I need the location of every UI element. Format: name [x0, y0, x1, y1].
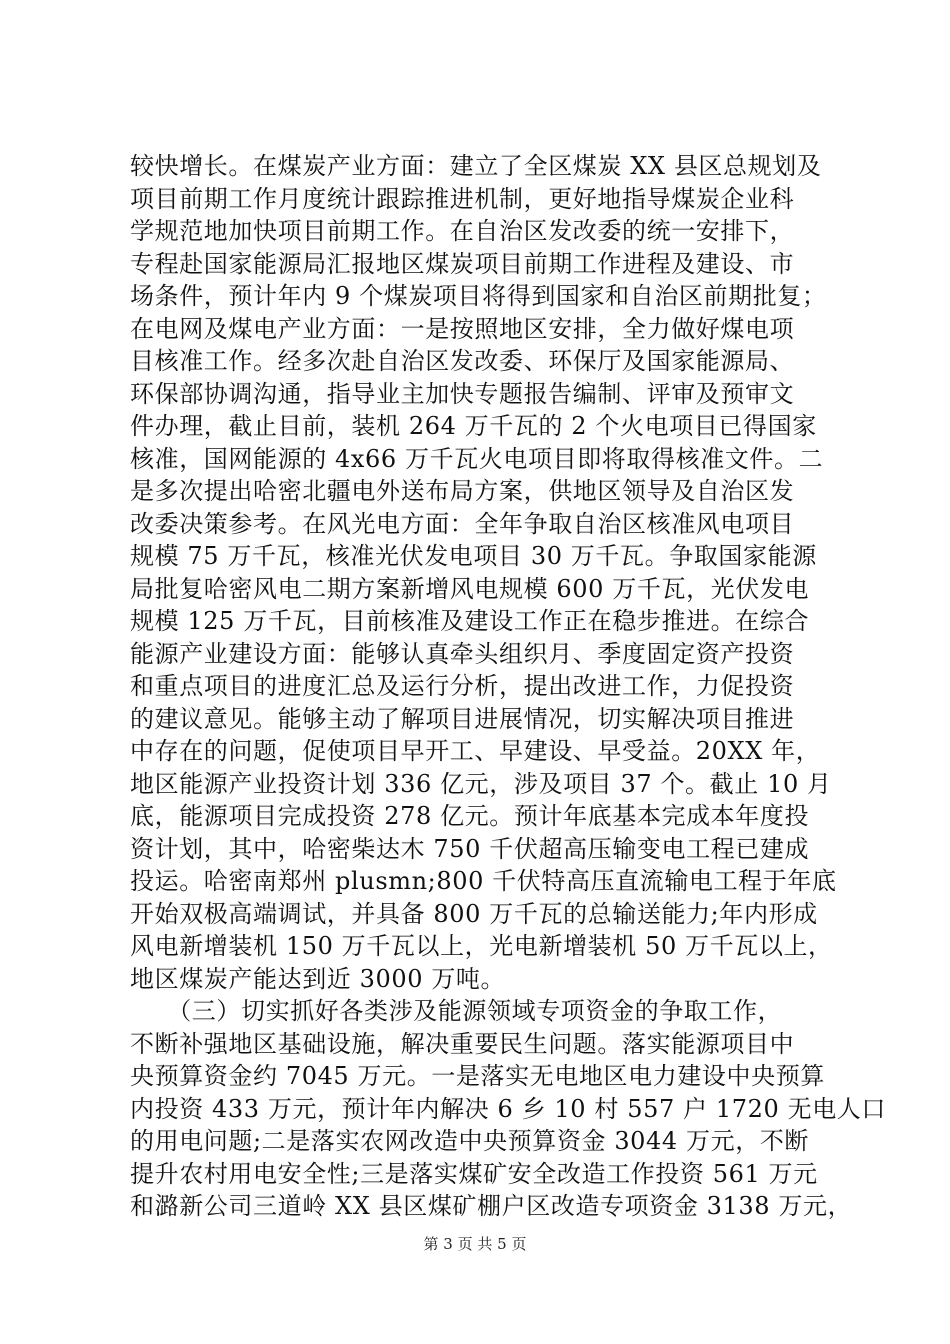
text-line: 学规范地加快项目前期工作。在自治区发改委的统一安排下， [130, 217, 795, 245]
text-line: 和潞新公司三道岭 XX 县区煤矿棚户区改造专项资金 3138 万元， [130, 1192, 853, 1220]
text-line: 项目前期工作月度统计跟踪推进机制，更好地指导煤炭企业科 [130, 184, 795, 213]
text-line: 资计划，其中，哈密柴达木 750 千伏超高压输变电工程已建成 [130, 834, 810, 863]
text-line: 目核准工作。经多次赴自治区发改委、环保厅及国家能源局、 [130, 347, 795, 375]
text-line: 风电新增装机 150 万千瓦以上，光电新增装机 50 万千瓦以上， [130, 932, 833, 960]
text-line: 核准，国网能源的 4x66 万千瓦火电项目即将取得核准文件。二 [130, 444, 824, 473]
text-line: 规模 125 万千瓦，目前核准及建设工作正在稳步推进。在综合 [130, 607, 810, 635]
text-line: 地区煤炭产能达到近 3000 万吨。 [130, 964, 506, 993]
text-line: 内投资 433 万元，预计年内解决 6 乡 10 村 557 户 1720 无电人口 [130, 1094, 886, 1123]
page-number-footer: 第 3 页 共 5 页 [423, 1235, 527, 1253]
text-line: 和重点项目的进度汇总及运行分析，提出改进工作，力促投资 [130, 672, 795, 700]
text-line: 是多次提出哈密北疆电外送布局方案，供地区领导及自治区发 [130, 477, 795, 505]
text-line: 中存在的问题，促使项目早开工、早建设、早受益。20XX 年， [130, 737, 821, 765]
text-line: （三）切实抓好各类涉及能源领域专项资金的争取工作， [130, 997, 783, 1025]
text-line: 在电网及煤电产业方面：一是按照地区安排，全力做好煤电项 [130, 314, 795, 343]
text-line: 开始双极高端调试，并具备 800 万千瓦的总输送能力;年内形成 [130, 899, 818, 928]
text-line: 能源产业建设方面：能够认真牵头组织月、季度固定资产投资 [130, 639, 795, 668]
text-line: 投运。哈密南郑州 plusmn;800 千伏特高压直流输电工程于年底 [130, 867, 837, 895]
body-text [130, 150, 886, 1223]
text-line: 不断补强地区基础设施，解决重要民生问题。落实能源项目中 [130, 1029, 795, 1058]
text-line: 底，能源项目完成投资 278 亿元。预计年底基本完成本年度投 [130, 802, 810, 830]
text-line: 场条件，预计年内 9 个煤炭项目将得到国家和自治区前期批复； [130, 282, 827, 310]
text-line: 专程赴国家能源局汇报地区煤炭项目前期工作进程及建设、市 [130, 249, 795, 278]
text-line: 局批复哈密风电二期方案新增风电规模 600 万千瓦，光伏发电 [130, 574, 810, 603]
text-line: 的用电问题;二是落实农网改造中央预算资金 3044 万元，不断 [130, 1127, 810, 1155]
text-line: 环保部协调沟通，指导业主加快专题报告编制、评审及预审文 [130, 379, 795, 408]
text-line: 提升农村用电安全性;三是落实煤矿安全改造工作投资 561 万元 [130, 1159, 818, 1188]
text-line: 央预算资金约 7045 万元。一是落实无电地区电力建设中央预算 [130, 1062, 825, 1090]
text-line: 规模 75 万千瓦，核准光伏发电项目 30 万千瓦。争取国家能源 [130, 542, 817, 570]
text-line: 的建议意见。能够主动了解项目进展情况，切实解决项目推进 [130, 704, 795, 733]
text-line: 改委决策参考。在风光电方面：全年争取自治区核准风电项目 [130, 509, 795, 538]
text-line: 件办理，截止目前，装机 264 万千瓦的 2 个火电项目已得国家 [130, 412, 817, 440]
text-line: 较快增长。在煤炭产业方面：建立了全区煤炭 XX 县区总规划及 [130, 152, 822, 180]
text-line: 地区能源产业投资计划 336 亿元，涉及项目 37 个。截止 10 月 [130, 769, 832, 798]
